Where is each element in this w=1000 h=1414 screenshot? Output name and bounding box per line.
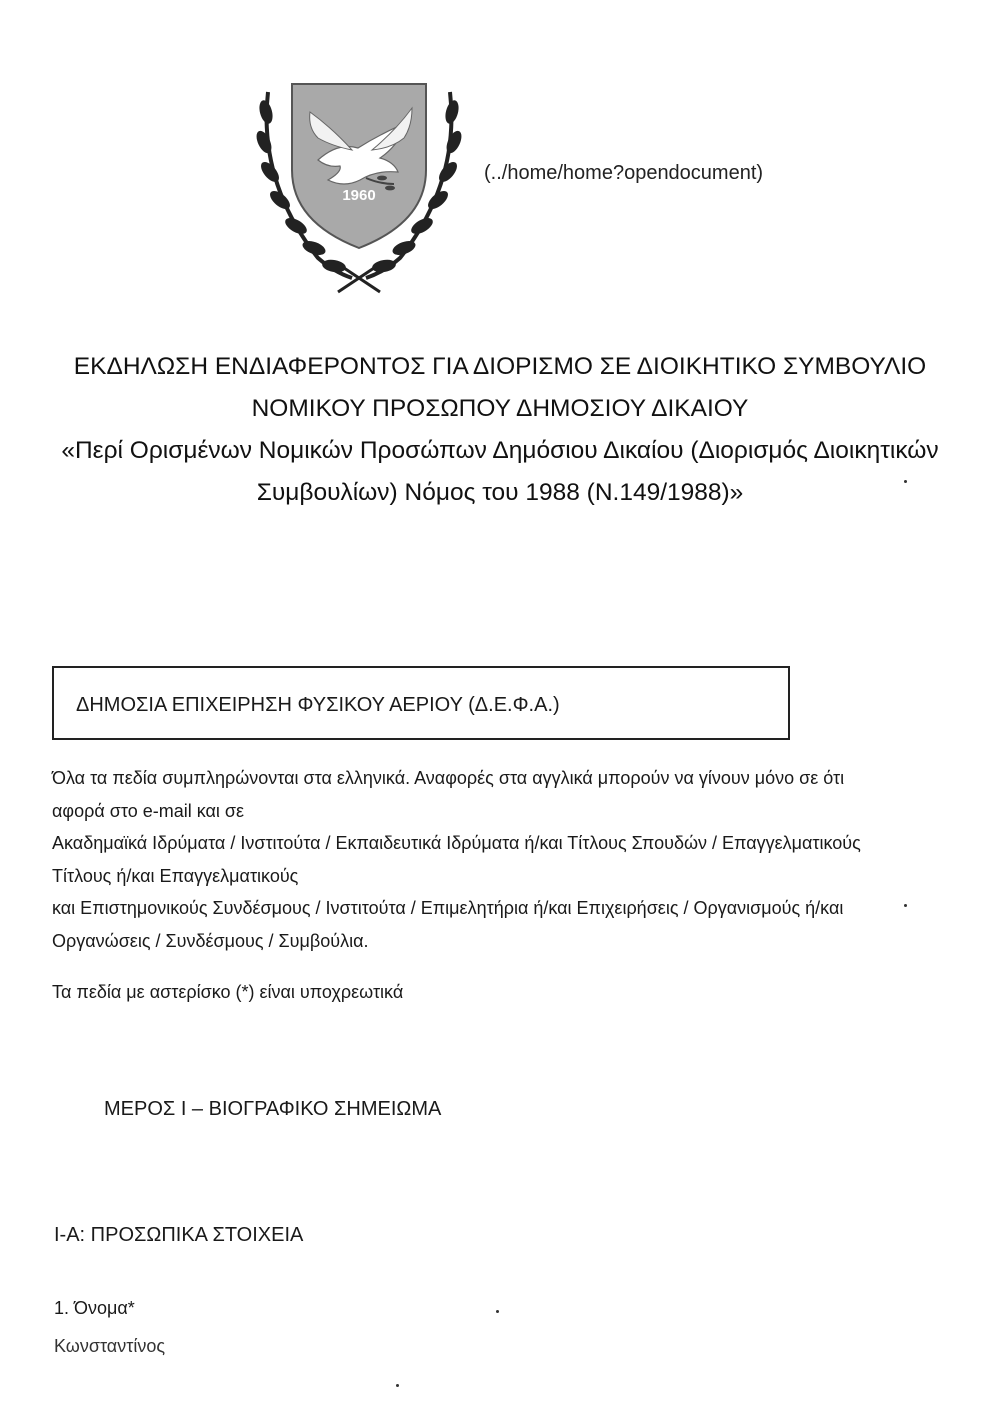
organization-box bbox=[52, 666, 790, 740]
instructions-line-6: Οργανώσεις / Συνδέσμους / Συμβούλια. bbox=[52, 930, 369, 951]
instructions-line-3: Ακαδημαϊκά Ιδρύματα / Ινστιτούτα / Εκπαιδευτικά Ιδρύματα ή/και Τίτλους Σπουδών / Επαγγελματικούς bbox=[52, 833, 861, 853]
instructions-line-4: Τίτλους ή/και Επαγγελματικούς bbox=[52, 865, 299, 886]
scan-speck bbox=[904, 480, 907, 483]
title-line-1: ΕΚΔΗΛΩΣΗ ΕΝΔΙΑΦΕΡΟΝΤΟΣ ΓΙΑ ΔΙΟΡΙΣΜΟ ΣΕ ΔΙΟΙΚΗΤΙΚΟ ΣΥΜΒΟΥΛΙΟ bbox=[73, 353, 927, 380]
instructions-paragraph bbox=[52, 762, 932, 957]
home-link[interactable]: (../home/home?opendocument) bbox=[484, 162, 764, 184]
document-title bbox=[40, 346, 960, 514]
title-line-3: «Περί Ορισμένων Νομικών Προσώπων Δημόσιου Δικαίου (Διορισμός Διοικητικών bbox=[61, 437, 939, 464]
instructions-line-1: Όλα τα πεδία συμπληρώνονται στα ελληνικά. Αναφορές στα αγγλικά μπορούν να γίνουν μόνο σε ότι bbox=[52, 768, 845, 788]
required-fields-note: Τα πεδία με αστερίσκο (*) είναι υποχρεωτικά bbox=[52, 982, 404, 1002]
title-line-2: ΝΟΜΙΚΟΥ ΠΡΟΣΩΠΟΥ ΔΗΜΟΣΙΟΥ ΔΙΚΑΙΟΥ bbox=[251, 395, 749, 422]
part-heading: ΜΕΡΟΣ Ι – ΒΙΟΓΡΑΦΙΚΟ ΣΗΜΕΙΩΜΑ bbox=[104, 1098, 442, 1120]
scan-speck bbox=[396, 1384, 399, 1387]
instructions-line-5: και Επιστημονικούς Συνδέσμους / Ινστιτούτα / Επιμελητήρια ή/και Επιχειρήσεις / Οργανισμούς ή/και bbox=[52, 898, 844, 918]
instructions-line-2: αφορά στο e-mail και σε bbox=[52, 800, 245, 821]
coat-of-arms-emblem bbox=[248, 72, 470, 294]
scan-speck bbox=[904, 904, 907, 907]
first-name-label: 1. Όνομα* bbox=[54, 1298, 135, 1318]
first-name-value: Κωνσταντίνος bbox=[54, 1336, 166, 1356]
scan-speck bbox=[496, 1310, 499, 1313]
section-heading: Ι-Α: ΠΡΟΣΩΠΙΚΑ ΣΤΟΙΧΕΙΑ bbox=[54, 1224, 304, 1246]
organization-name: ΔΗΜΟΣΙΑ ΕΠΙΧΕΙΡΗΣΗ ΦΥΣΙΚΟΥ ΑΕΡΙΟΥ (Δ.Ε.Φ.Α.) bbox=[76, 694, 560, 716]
emblem-year: 1960 bbox=[342, 187, 376, 204]
title-line-4: Συμβουλίων) Νόμος του 1988 (Ν.149/1988)» bbox=[256, 479, 744, 506]
